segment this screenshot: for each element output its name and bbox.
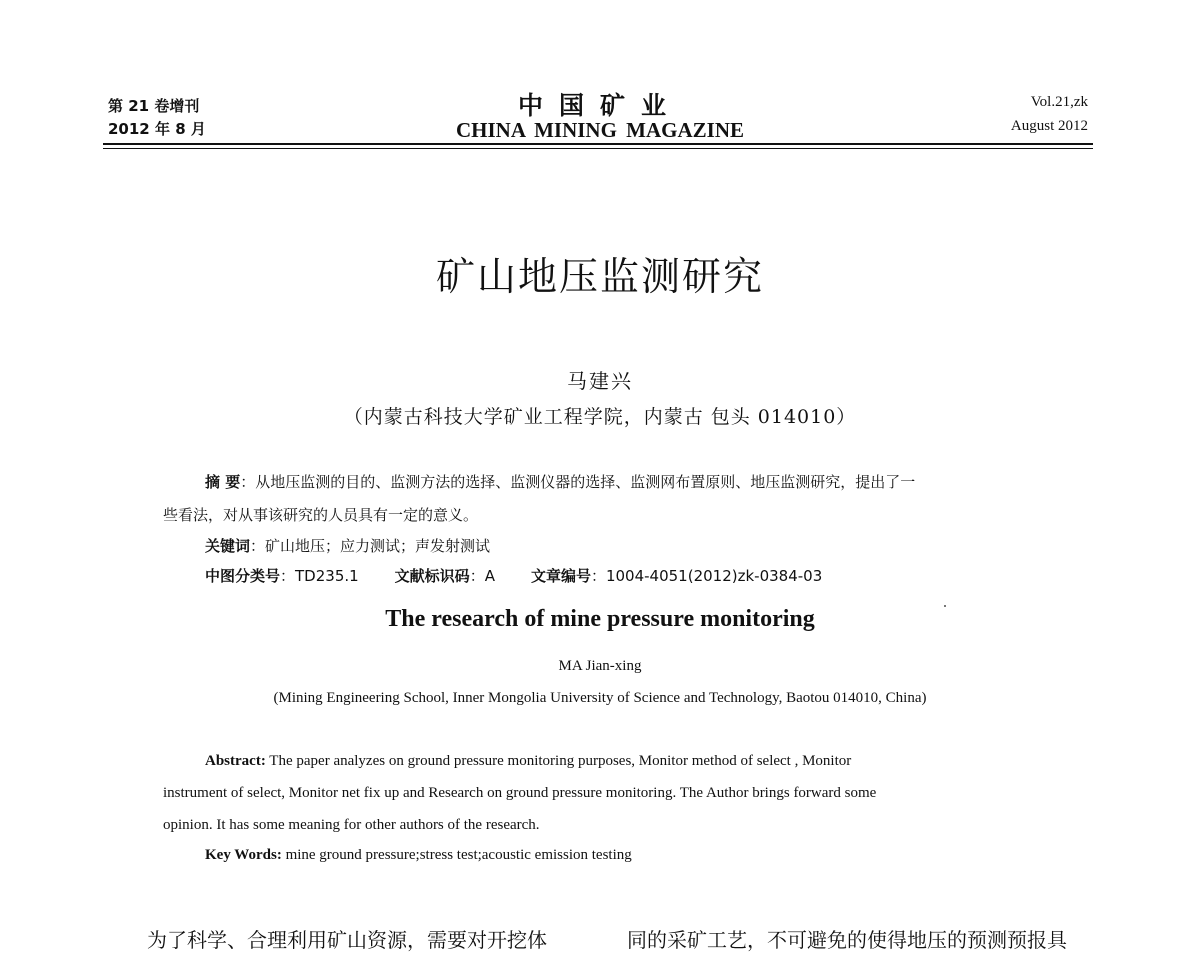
keywords-cn [205, 535, 490, 556]
abstract-cn-label: 摘 要 [205, 473, 241, 491]
body-column-2-line: 同的采矿工艺，不可避免的使得地压的预测预报具 [627, 928, 1067, 952]
doc-code-label: 文献标识码 [394, 567, 470, 585]
author-cn: 马建兴 [567, 369, 633, 393]
doc-code-value: ：A [469, 567, 495, 585]
author-en: MA Jian-xing [558, 658, 642, 674]
affiliation-en: (Mining Engineering School, Inner Mongolia University of Science and Technology, Baotou 014010, China) [273, 690, 927, 706]
header-rule-thin [103, 148, 1093, 149]
abstract-en-line2: instrument of select, Monitor net fix up and Research on ground pressure monitoring. The Author brings forward some [163, 785, 877, 801]
body-column-1-line: 为了科学、合理利用矿山资源，需要对开挖体 [147, 928, 547, 952]
abstract-en-text1: The paper analyzes on ground pressure monitoring purposes, Monitor method of select , Monitor [265, 753, 852, 769]
clc-value: ：TD235.1 [280, 567, 359, 585]
journal-title-cn: 中国矿业 [517, 91, 682, 120]
keywords-en [205, 847, 632, 864]
abstract-en-label: Abstract: [205, 753, 266, 769]
abstract-en-line3: opinion. It has some meaning for other authors of the research. [163, 817, 540, 833]
affiliation-cn: （内蒙古科技大学矿业工程学院，内蒙古 包头 014010） [343, 406, 857, 428]
volume-cn: 第 21 卷增刊 [108, 97, 200, 115]
classification-line [205, 565, 822, 586]
abstract-cn-line1 [205, 471, 915, 492]
date-cn: 2012 年 8 月 [108, 120, 206, 138]
clc-label: 中图分类号 [205, 567, 281, 585]
keywords-en-text: mine ground pressure;stress test;acoustic emission testing [281, 847, 632, 863]
article-title-en: The research of mine pressure monitoring [385, 606, 815, 632]
abstract-cn-text1: ：从地压监测的目的、监测方法的选择、监测仪器的选择、监测网布置原则、地压监测研究，提出了一 [240, 473, 916, 491]
date-en: August 2012 [1010, 118, 1088, 134]
article-number-value: ：1004-4051(2012)zk-0384-03 [590, 567, 823, 585]
article-title-cn: 矿山地压监测研究 [435, 255, 764, 300]
article-number-label: 文章编号 [530, 567, 591, 585]
abstract-en-line1 [205, 753, 851, 770]
abstract-cn-line2: 些看法，对从事该研究的人员具有一定的意义。 [163, 506, 479, 524]
header-rule-thick [103, 143, 1093, 145]
journal-title-en: CHINA MINING MAGAZINE [455, 118, 744, 142]
keywords-en-label: Key Words: [205, 847, 282, 863]
volume-en: Vol.21,zk [1030, 94, 1088, 110]
keywords-cn-label: 关键词 [205, 537, 251, 555]
keywords-cn-text: ：矿山地压；应力测试；声发射测试 [250, 537, 491, 555]
